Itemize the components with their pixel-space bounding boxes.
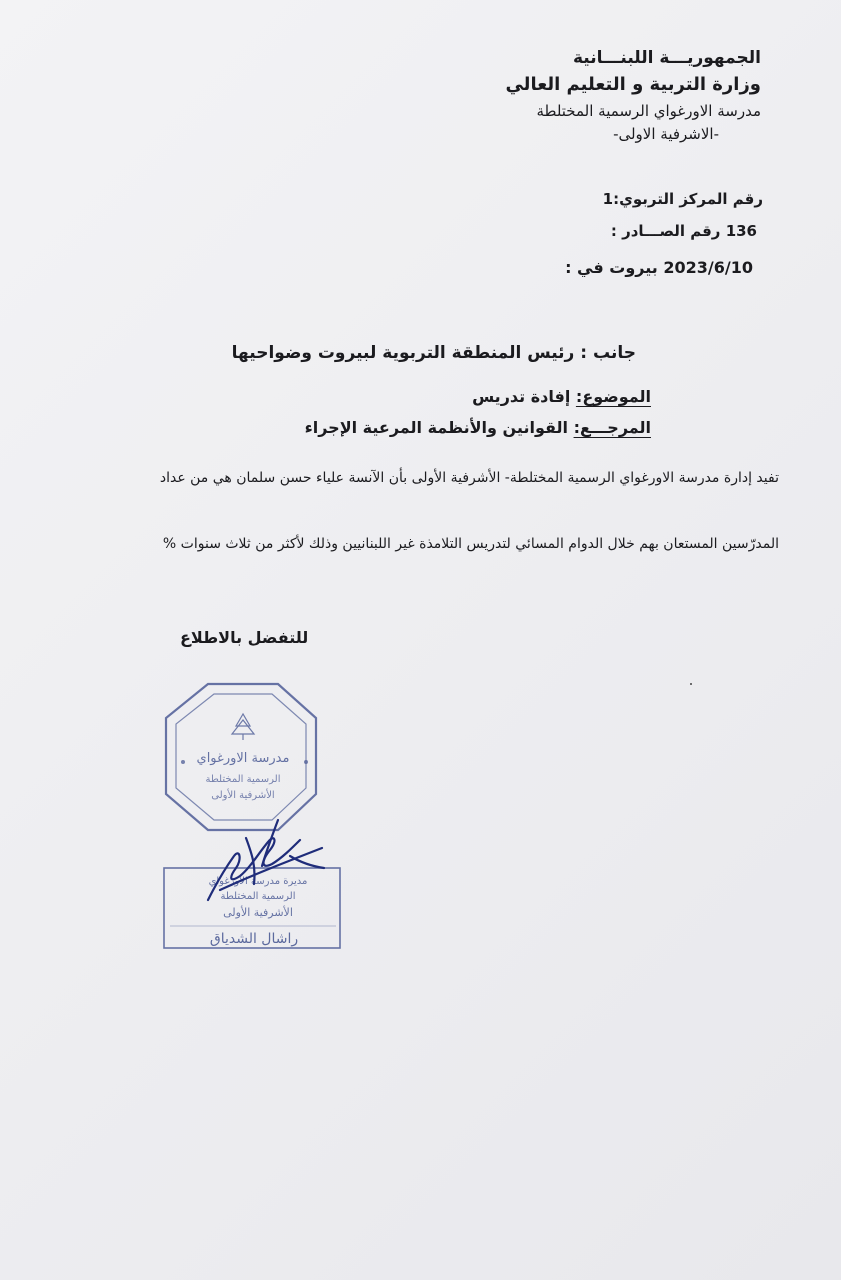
body-paragraph-line-1: تفيد إدارة مدرسة الاورغواي الرسمية المختلطة- الأشرفية الأولى بأن الآنسة علياء حسن سلمان هي من عداد [159, 470, 779, 486]
header-republic: الجمهوريـــة اللبنـــانية [572, 48, 761, 68]
stamp-text-2: الرسمية المختلطة [220, 891, 296, 902]
outgoing-value: 136 [725, 222, 757, 240]
reference-value: القوانين والأنظمة المرعية الإجراء [304, 418, 568, 437]
subject-value: إفادة تدريس [472, 387, 571, 406]
stamp-text-3: الأشرفية الأولى [223, 906, 293, 919]
body-paragraph-line-2: المدرّسين المستعان بهم خلال الدوام المسائي لتدريس التلامذة غير اللبنانيين وذلك لأكثر من ثلاث سنوات % [162, 536, 779, 552]
school-seal-and-signature [150, 670, 360, 960]
seal-text-3: الأشرفية الأولى [211, 790, 275, 801]
date-value: 2023/6/10 [663, 258, 753, 277]
reference-line [305, 418, 651, 437]
cedar-icon [232, 714, 254, 740]
letter-date [565, 258, 767, 277]
stamp-name: راشال الشدياق [209, 931, 299, 947]
reference-label: المرجـــع: [573, 418, 651, 437]
header-school: مدرسة الاورغواي الرسمية المختلطة [536, 102, 761, 120]
subject-label: الموضوع: [575, 387, 651, 406]
center-number: رقم المركز التربوي:1 [602, 190, 763, 208]
subject-line [472, 387, 651, 406]
signature [208, 820, 324, 900]
outgoing-label: رقم الصـــادر : [610, 222, 721, 240]
header-ministry: وزارة التربية و التعليم العالي [505, 74, 761, 95]
date-label: بيروت في : [565, 258, 658, 277]
seal-text-2: الرسمية المختلطة [205, 774, 281, 785]
header-district: -الاشرفية الاولى- [613, 125, 719, 143]
ink-dot [690, 683, 692, 685]
closing-line: للتفضل بالاطلاع [180, 628, 309, 647]
seal-text-1: مدرسة الاورغواي [196, 751, 290, 766]
recipient-line: جانب : رئيس المنطقة التربوية لبيروت وضواحيها [231, 343, 636, 363]
stamp-text-1: مديرة مدرسة الاورغواي [208, 876, 308, 887]
outgoing-number [611, 222, 767, 240]
